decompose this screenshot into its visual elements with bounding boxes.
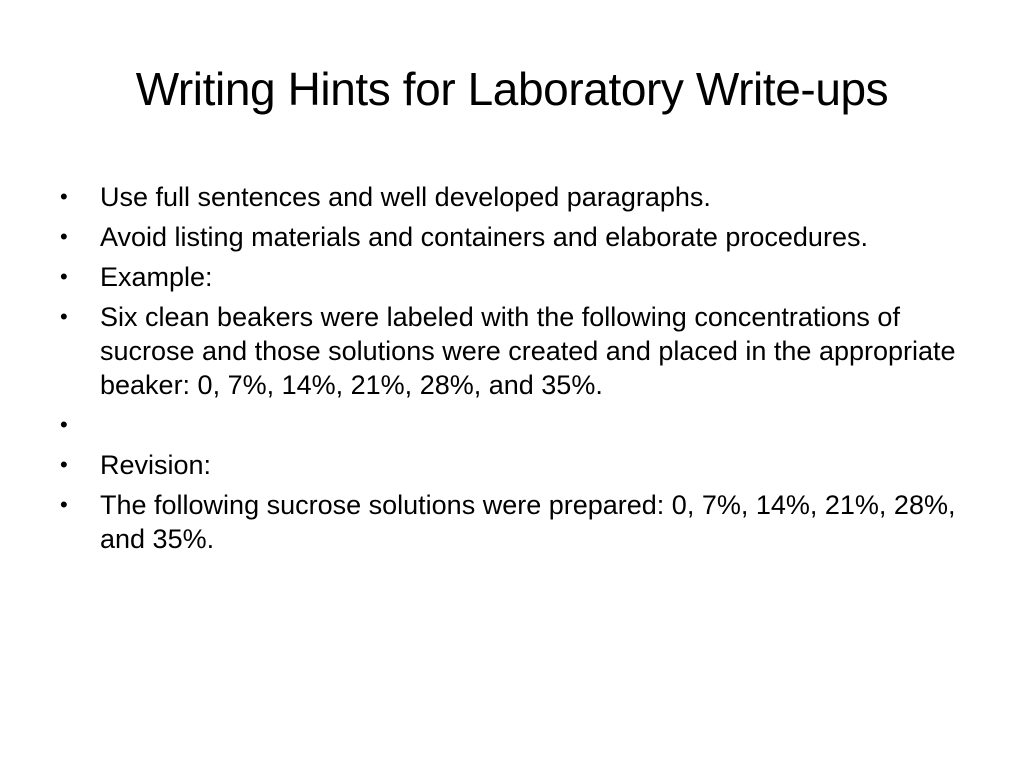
- bullet-icon: •: [60, 184, 68, 209]
- bullet-icon: •: [60, 412, 68, 437]
- bullet-text: The following sucrose solutions were prepared: 0, 7%, 14%, 21%, 28%, and 35%.: [100, 490, 956, 554]
- bullet-item-revision-text: [60, 488, 980, 556]
- bullet-text: Avoid listing materials and containers and elaborate procedures.: [100, 222, 868, 252]
- bullet-icon: •: [60, 492, 68, 517]
- bullet-item-example-text: [60, 300, 980, 402]
- bullet-text: [100, 408, 980, 442]
- bullet-item-avoid-listing: [60, 220, 980, 254]
- bullet-icon: •: [60, 224, 68, 249]
- bullet-text: Revision:: [100, 450, 212, 480]
- bullet-icon: •: [60, 304, 68, 329]
- bullet-item-revision-heading: [60, 448, 980, 482]
- bullet-item-empty: [60, 408, 980, 442]
- bullet-item-example-heading: [60, 260, 980, 294]
- bullet-text: Example:: [100, 262, 213, 292]
- bullet-text: Six clean beakers were labeled with the following concentrations of sucrose and those solutions were created and placed in the appropriate beaker: 0, 7%, 14%, 21%, 28%, and 35%.: [100, 302, 956, 400]
- bullet-list: [60, 180, 980, 562]
- bullet-icon: •: [60, 264, 68, 289]
- slide-title: Writing Hints for Laboratory Write-ups: [135, 63, 889, 115]
- bullet-text: Use full sentences and well developed paragraphs.: [100, 182, 711, 212]
- bullet-icon: •: [60, 452, 68, 477]
- bullet-item-full-sentences: [60, 180, 980, 214]
